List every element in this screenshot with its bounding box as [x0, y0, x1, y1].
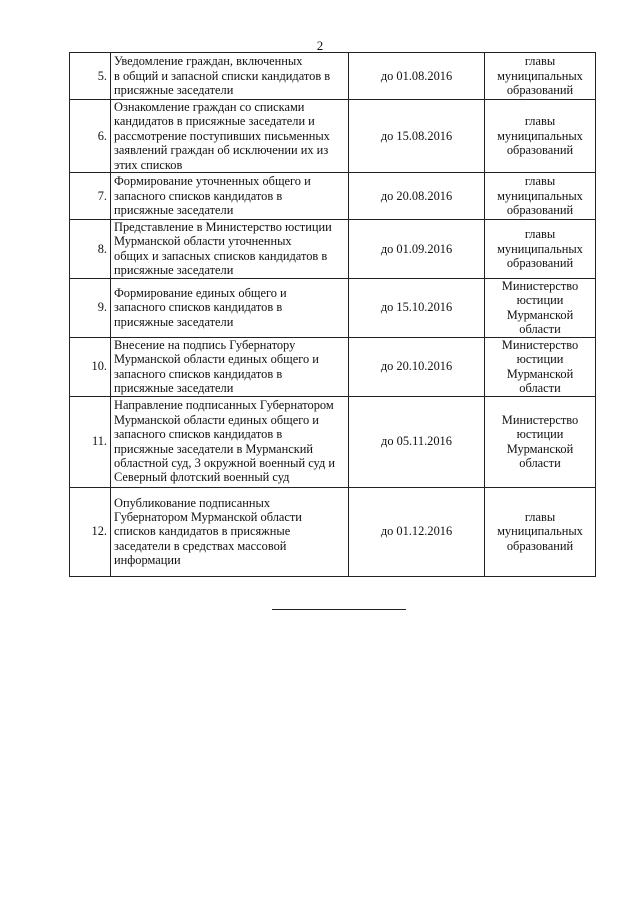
task-line: заседатели в средствах массовой — [114, 538, 287, 553]
table-row — [70, 100, 596, 173]
task-line: кандидатов в присяжные заседатели и — [114, 114, 315, 129]
responsible-line: Мурманской — [506, 441, 574, 456]
responsible-line: главы — [524, 227, 556, 242]
row-number: 9. — [70, 278, 111, 337]
task-line: присяжные заседатели — [114, 203, 234, 218]
task-line: присяжные заседатели — [114, 263, 234, 278]
deadline: до 05.11.2016 — [349, 396, 485, 487]
task-line: Опубликование подписанных — [114, 495, 271, 510]
task-description — [111, 396, 349, 487]
responsible-line: образований — [506, 256, 574, 271]
responsible-line: муниципальных — [497, 524, 583, 539]
table-row — [70, 278, 596, 337]
responsible-line: юстиции — [516, 427, 564, 442]
task-line: запасного списков кандидатов в — [114, 300, 283, 315]
responsible-line: главы — [524, 174, 556, 189]
responsible-line: Министерство — [501, 278, 579, 293]
responsible-party — [485, 220, 596, 279]
table-row — [70, 396, 596, 487]
task-line: Формирование уточненных общего и — [114, 174, 311, 189]
responsible-line: образований — [506, 203, 574, 218]
row-number: 10. — [70, 337, 111, 396]
responsible-line: Министерство — [501, 412, 579, 427]
responsible-line: муниципальных — [497, 188, 583, 203]
table-row — [70, 337, 596, 396]
task-line: присяжные заседатели в Мурманский — [114, 441, 313, 456]
deadline: до 15.10.2016 — [349, 278, 485, 337]
task-line: Уведомление граждан, включенных — [114, 54, 303, 69]
responsible-line: Мурманской — [506, 307, 574, 322]
task-line: запасного списков кандидатов в — [114, 427, 283, 442]
table-row — [70, 487, 596, 576]
task-line: Ознакомление граждан со списками — [114, 100, 305, 114]
responsible-line: юстиции — [516, 352, 564, 367]
row-number: 5. — [70, 53, 111, 100]
deadline: до 20.10.2016 — [349, 337, 485, 396]
task-description — [111, 487, 349, 576]
page-number: 2 — [316, 38, 324, 53]
responsible-party — [485, 396, 596, 487]
task-line: заявлений граждан об исключении их из — [114, 143, 329, 158]
task-line: этих списков — [114, 157, 183, 172]
task-line: рассмотрение поступивших письменных — [114, 128, 330, 143]
task-description — [111, 173, 349, 220]
task-line: областной суд, 3 окружной военный суд и — [114, 456, 335, 471]
responsible-party — [485, 100, 596, 173]
responsible-line: области — [519, 322, 561, 337]
task-description — [111, 278, 349, 337]
task-description — [111, 337, 349, 396]
task-line: Направление подписанных Губернатором — [114, 398, 334, 413]
closing-divider — [272, 609, 406, 610]
table-row — [70, 173, 596, 220]
responsible-party — [485, 53, 596, 100]
schedule-table — [69, 52, 596, 577]
responsible-party — [485, 337, 596, 396]
responsible-line: области — [519, 456, 561, 471]
task-line: общих и запасных списков кандидатов в — [114, 248, 328, 263]
table-row — [70, 220, 596, 279]
deadline: до 20.08.2016 — [349, 173, 485, 220]
task-line: Мурманской области уточненных — [114, 234, 292, 249]
task-line: информации — [114, 553, 181, 568]
task-line: Мурманской области единых общего и — [114, 412, 319, 427]
task-line: Северный флотский военный суд — [114, 470, 290, 485]
responsible-line: Министерство — [501, 337, 579, 352]
responsible-line: муниципальных — [497, 68, 583, 83]
row-number: 7. — [70, 173, 111, 220]
responsible-line: главы — [524, 510, 556, 525]
row-number: 8. — [70, 220, 111, 279]
responsible-line: муниципальных — [497, 241, 583, 256]
responsible-line: образований — [506, 83, 574, 98]
responsible-line: главы — [524, 54, 556, 69]
task-description — [111, 53, 349, 100]
deadline: до 01.12.2016 — [349, 487, 485, 576]
responsible-line: образований — [506, 538, 574, 553]
task-line: списков кандидатов в присяжные — [114, 524, 291, 539]
responsible-party — [485, 173, 596, 220]
row-number: 6. — [70, 100, 111, 173]
task-line: Представление в Министерство юстиции — [114, 220, 332, 235]
task-line: запасного списков кандидатов в — [114, 188, 283, 203]
deadline: до 01.09.2016 — [349, 220, 485, 279]
task-line: Губернатором Мурманской области — [114, 510, 302, 525]
deadline: до 01.08.2016 — [349, 53, 485, 100]
task-description — [111, 220, 349, 279]
responsible-line: области — [519, 381, 561, 396]
row-number: 12. — [70, 487, 111, 576]
task-line: присяжные заседатели — [114, 314, 234, 329]
task-line: присяжные заседатели — [114, 83, 234, 98]
responsible-party — [485, 278, 596, 337]
task-line: запасного списков кандидатов в — [114, 366, 283, 381]
responsible-line: юстиции — [516, 293, 564, 308]
responsible-party — [485, 487, 596, 576]
table-row — [70, 53, 596, 100]
responsible-line: главы — [524, 114, 556, 129]
task-description — [111, 100, 349, 173]
row-number: 11. — [70, 396, 111, 487]
responsible-line: Мурманской — [506, 366, 574, 381]
responsible-line: образований — [506, 143, 574, 158]
task-line: Внесение на подпись Губернатору — [114, 337, 296, 352]
task-line: Формирование единых общего и — [114, 286, 287, 301]
schedule-table-body — [70, 53, 596, 577]
responsible-line: муниципальных — [497, 128, 583, 143]
task-line: присяжные заседатели — [114, 381, 234, 396]
task-line: Мурманской области единых общего и — [114, 352, 319, 367]
task-line: в общий и запасной списки кандидатов в — [114, 68, 331, 83]
deadline: до 15.08.2016 — [349, 100, 485, 173]
